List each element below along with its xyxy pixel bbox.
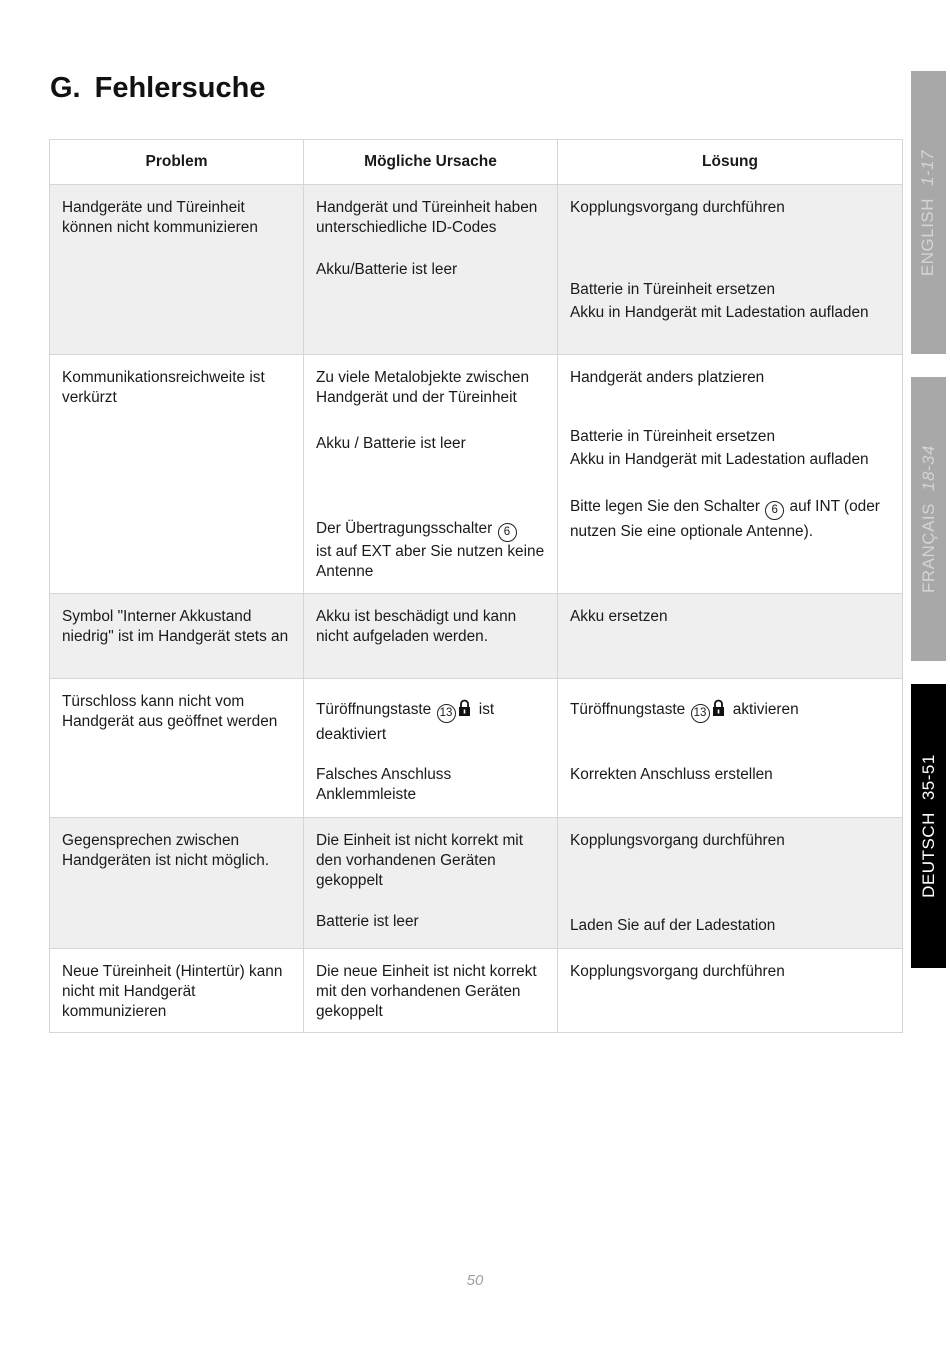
cause-entry: Falsches Anschluss Anklemmleiste [316, 766, 452, 803]
cause-entry: Handgerät und Türeinheit haben unterschiedliche ID-Codes [316, 199, 538, 236]
cause-entry: Akku/Batterie ist leer [316, 260, 458, 278]
table-row [50, 818, 903, 949]
tab-label: FRANÇAIS [918, 503, 938, 593]
door-button-number-icon: 13 [437, 704, 456, 723]
language-tab-francais[interactable] [911, 377, 946, 661]
cause-entry [316, 519, 545, 582]
solution-entry: Kopplungsvorgang durchführen [570, 832, 785, 849]
solution-entry [570, 698, 890, 723]
cause-cell [304, 185, 558, 355]
solution-entry: Laden Sie auf der Ladestation [570, 916, 776, 934]
header-cause: Mögliche Ursache [304, 140, 558, 185]
table-row [50, 185, 903, 355]
table-row [50, 679, 903, 818]
solution-entry: Korrekten Anschluss erstellen [570, 766, 773, 783]
table-row [50, 355, 903, 594]
cause-entry: Akku / Batterie ist leer [316, 434, 466, 452]
solution-entry: Kopplungsvorgang durchführen [570, 199, 785, 216]
cause-entry: Zu viele Metalobjekte zwischen Handgerät und der Türeinheit [316, 369, 530, 406]
tab-label: DEUTSCH [918, 812, 938, 898]
solution-entry [570, 495, 890, 543]
problem-cell: Handgeräte und Türeinheit können nicht kommunizieren [50, 185, 304, 355]
solution-text: Bitte legen Sie den Schalter [570, 498, 760, 516]
cause-cell [304, 355, 558, 594]
problem-cell: Türschloss kann nicht vom Handgerät aus geöffnet werden [50, 679, 304, 818]
table-row [50, 594, 903, 679]
solution-text: Türöffnungstaste [570, 701, 686, 718]
header-solution: Lösung [558, 140, 903, 185]
troubleshooting-table [49, 139, 903, 1033]
door-button-number-icon: 13 [691, 704, 710, 723]
tab-pages: 35-51 [918, 754, 938, 801]
lock-icon [712, 699, 725, 716]
cause-text: Türöffnungstaste [316, 701, 432, 718]
solution-text: aktivieren [732, 701, 799, 718]
solution-text: auf INT (oder nutzen Sie eine optionale Antenne). [570, 498, 880, 541]
page-title [50, 72, 265, 105]
solution-entry: Akku in Handgerät mit Ladestation aufladen [570, 303, 869, 321]
tab-label: ENGLISH [918, 197, 938, 276]
cause-text: ist deaktiviert [316, 701, 495, 743]
solution-cell: Akku ersetzen [558, 594, 903, 679]
switch-number-icon: 6 [765, 501, 784, 520]
cause-text: Der Übertragungsschalter [316, 520, 493, 538]
problem-cell: Kommunikationsreichweite ist verkürzt [50, 355, 304, 594]
solution-entry: Batterie in Türeinheit ersetzen [570, 427, 776, 445]
solution-cell [558, 355, 903, 594]
cause-entry: Die Einheit ist nicht korrekt mit den vorhandenen Geräten gekoppelt [316, 832, 523, 889]
solution-entry: Batterie in Türeinheit ersetzen [570, 280, 776, 298]
language-tab-deutsch[interactable] [911, 684, 946, 968]
cause-cell [304, 818, 558, 949]
page-number: 50 [466, 1272, 484, 1289]
cause-text: ist auf EXT aber Sie nutzen keine Antenne [316, 543, 545, 581]
problem-cell: Gegensprechen zwischen Handgeräten ist nicht möglich. [50, 818, 304, 949]
section-letter: G. [50, 72, 81, 104]
cause-cell [304, 679, 558, 818]
tab-pages: 1-17 [918, 149, 938, 186]
solution-cell [558, 818, 903, 949]
header-problem: Problem [50, 140, 304, 185]
solution-entry: Akku in Handgerät mit Ladestation aufladen [570, 450, 869, 468]
table-header-row [50, 140, 903, 185]
table-row [50, 949, 903, 1033]
cause-cell: Die neue Einheit ist nicht korrekt mit den vorhandenen Geräten gekoppelt [304, 949, 558, 1033]
language-tab-english[interactable] [911, 71, 946, 354]
tab-pages: 18-34 [918, 445, 938, 492]
solution-entry: Handgerät anders platzieren [570, 369, 765, 386]
problem-cell: Neue Türeinheit (Hintertür) kann nicht mit Handgerät kommunizieren [50, 949, 304, 1033]
solution-cell [558, 679, 903, 818]
cause-entry [316, 698, 545, 747]
solution-cell [558, 185, 903, 355]
section-title: Fehlersuche [94, 72, 266, 104]
cause-cell: Akku ist beschädigt und kann nicht aufgeladen werden. [304, 594, 558, 679]
solution-cell: Kopplungsvorgang durchführen [558, 949, 903, 1033]
lock-icon [458, 699, 471, 716]
switch-number-icon: 6 [498, 523, 517, 542]
cause-entry: Batterie ist leer [316, 913, 419, 931]
problem-cell: Symbol "Interner Akkustand niedrig" ist im Handgerät stets an [50, 594, 304, 679]
